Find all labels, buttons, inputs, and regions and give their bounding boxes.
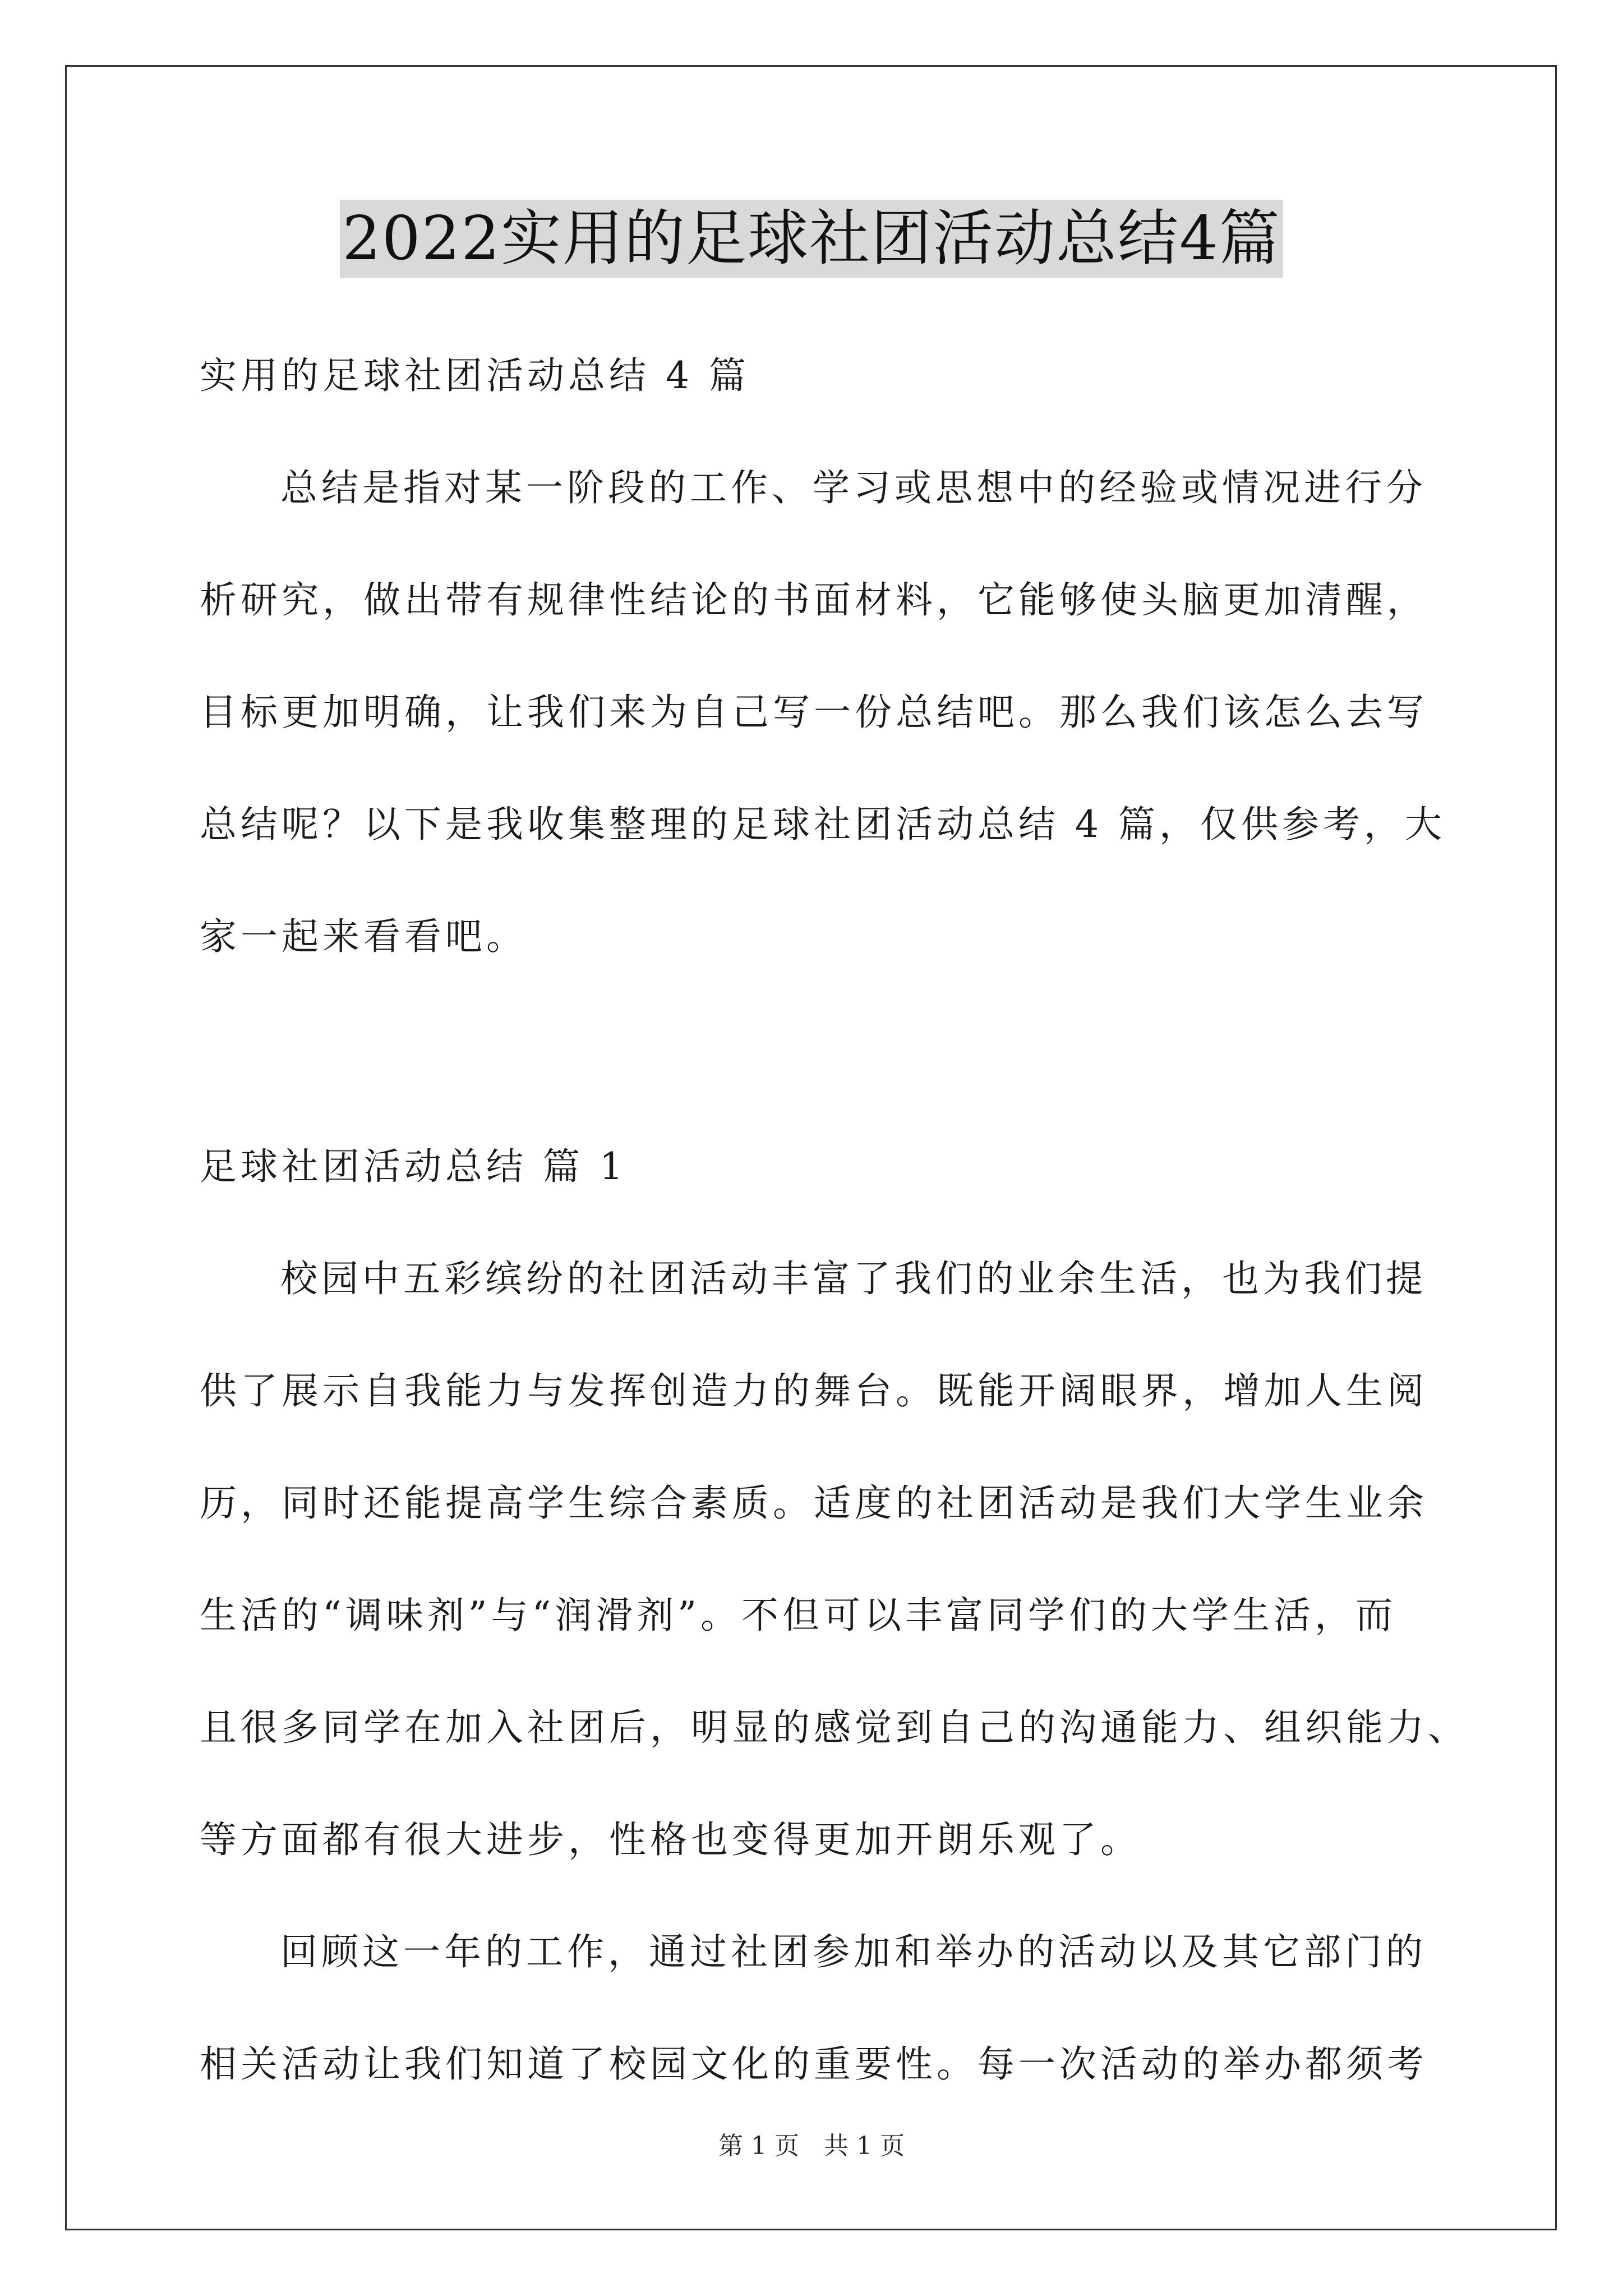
paragraph-line: 历，同时还能提高学生综合素质。适度的社团活动是我们大学生业余 — [200, 1481, 1428, 1525]
paragraph-line: 且很多同学在加入社团后，明显的感觉到自己的沟通能力、组织能力、 — [200, 1706, 1469, 1749]
page-footer: 第 1 页 共 1 页 — [718, 2132, 905, 2160]
paragraph-line: 总结是指对某一阶段的工作、学习或思想中的经验或情况进行分 — [280, 466, 1427, 509]
paragraph-line: 回顾这一年的工作，通过社团参加和举办的活动以及其它部门的 — [280, 1930, 1427, 1973]
title-container — [0, 200, 1623, 278]
subtitle: 实用的足球社团活动总结 4 篇 — [200, 354, 750, 397]
document-title: 2022实用的足球社团活动总结4篇 — [340, 200, 1283, 278]
paragraph-line: 校园中五彩缤纷的社团活动丰富了我们的业余生活，也为我们提 — [280, 1257, 1427, 1300]
paragraph-line: 相关活动让我们知道了校园文化的重要性。每一次活动的举办都须考 — [200, 2042, 1428, 2086]
paragraph-line: 生活的“调味剂”与“润滑剂”。不但可以丰富同学们的大学生活，而 — [200, 1594, 1396, 1637]
section-heading: 足球社团活动总结 篇 1 — [200, 1145, 627, 1188]
paragraph-line: 析研究，做出带有规律性结论的书面材料，它能够使头脑更加清醒， — [200, 578, 1428, 622]
paragraph-line: 家一起来看看吧。 — [200, 915, 527, 958]
paragraph-line: 等方面都有很大进步，性格也变得更加开朗乐观了。 — [200, 1818, 1141, 1861]
paragraph-line: 目标更加明确，让我们来为自己写一份总结吧。那么我们该怎么去写 — [200, 691, 1428, 734]
paragraph-line: 供了展示自我能力与发挥创造力的舞台。既能开阔眼界，增加人生阅 — [200, 1369, 1428, 1412]
paragraph-line: 总结呢？以下是我收集整理的足球社团活动总结 4 篇，仅供参考，大 — [200, 803, 1446, 846]
